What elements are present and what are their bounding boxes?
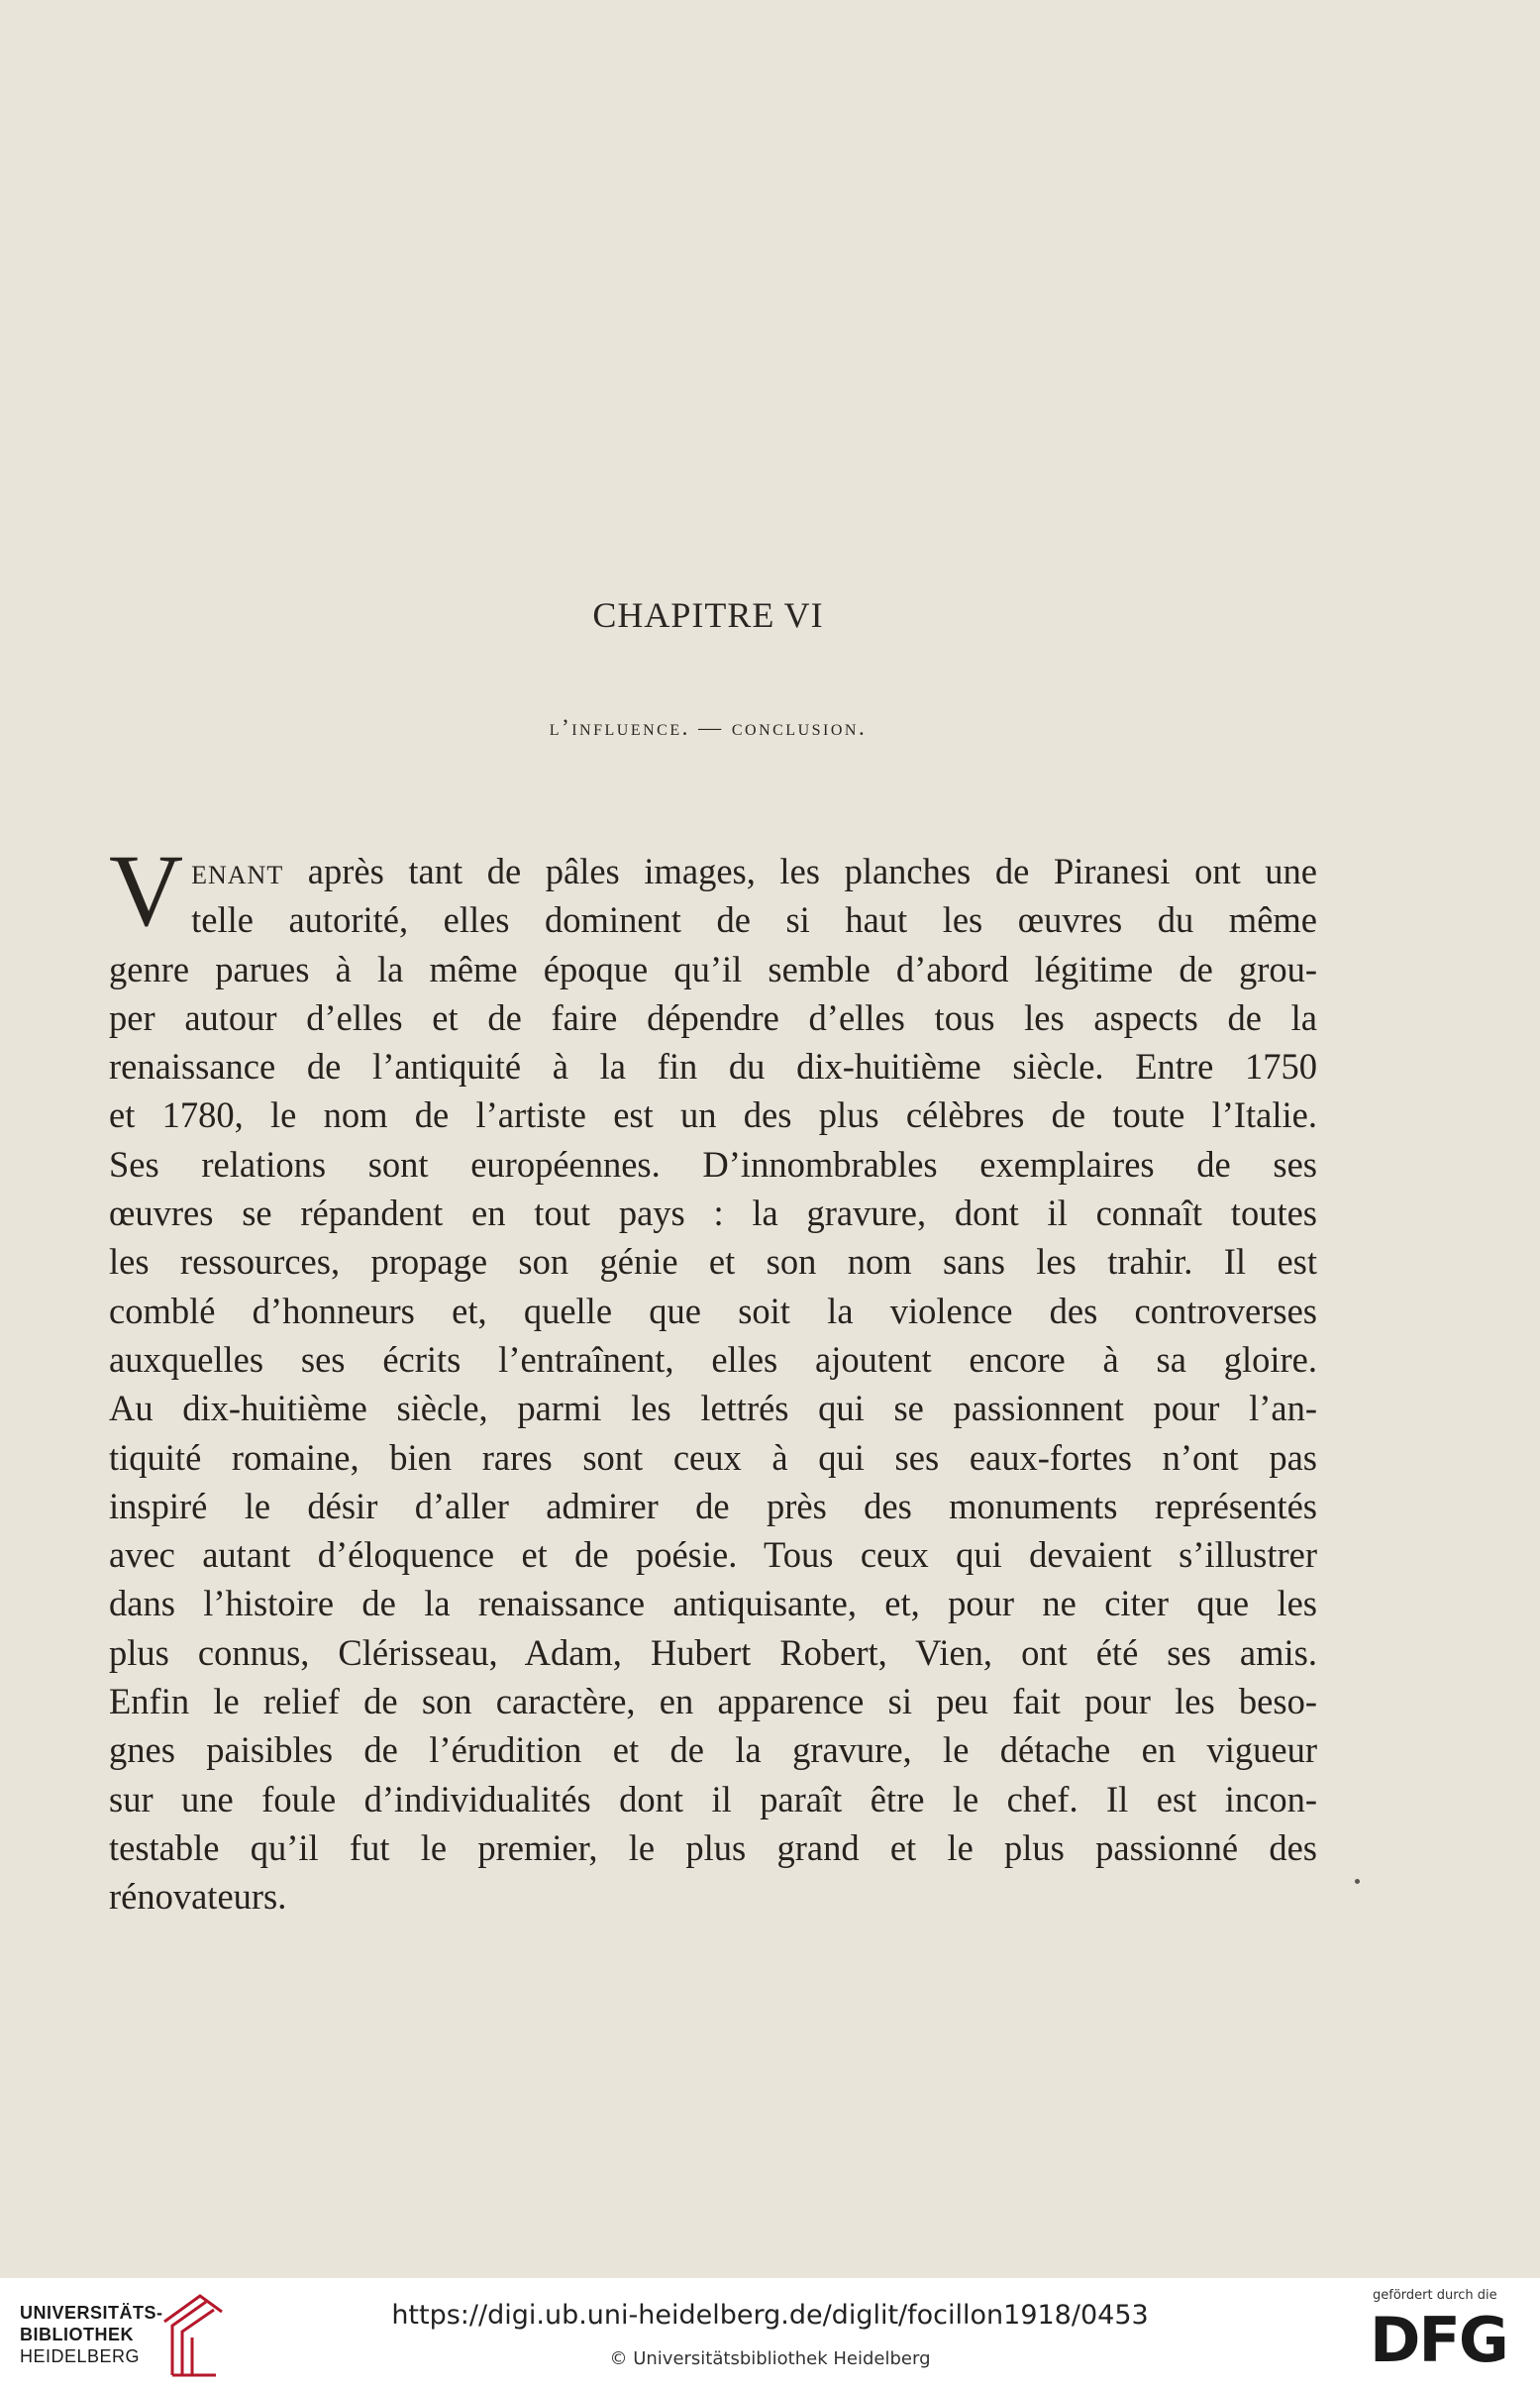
text-line: et 1780, le nom de l’artiste est un des plus célèbres de toute l’Italie. [109, 1094, 1317, 1136]
text-line: sur une foule d’individualités dont il paraît être le chef. Il est incon- [109, 1778, 1317, 1819]
text-line: telle autorité, elles dominent de si haut les œuvres du même [191, 899, 1317, 941]
text-line: Ses relations sont européennes. D’innombrables exemplaires de ses [109, 1143, 1317, 1185]
text-line: inspiré le désir d’aller admirer de près des monuments représentés [109, 1485, 1317, 1526]
drop-cap: V [109, 834, 184, 948]
text-line: tiquité romaine, bien rares sont ceux à qui ses eaux-fortes n’ont pas [109, 1436, 1317, 1478]
text-line: comblé d’honneurs et, quelle que soit la violence des controverses [109, 1290, 1317, 1331]
text-line: renaissance de l’antiquité à la fin du dix-huitième siècle. Entre 1750 [109, 1046, 1317, 1088]
text-line: dans l’histoire de la renaissance antiquisante, et, pour ne citer que les [109, 1583, 1317, 1624]
copyright-text: © Universitätsbibliothek Heidelberg [609, 2348, 931, 2369]
footer-bar [0, 2278, 1540, 2390]
text-line: plus connus, Clérisseau, Adam, Hubert Robert, Vien, ont été ses amis. [109, 1631, 1317, 1673]
chapter-title: CHAPITRE VI [592, 595, 824, 635]
chapter-subtitle: l’influence. — conclusion. [549, 715, 868, 740]
text-line: Au dix-huitième siècle, parmi les lettrés qui se passionnent pour l’an- [109, 1388, 1317, 1429]
permalink-url[interactable]: https://digi.ub.uni-heidelberg.de/diglit/focillon1918/0453 [391, 2300, 1149, 2331]
text-line: per autour d’elles et de faire dépendre d’elles tous les aspects de la [109, 996, 1317, 1038]
ink-speck [1355, 1879, 1360, 1884]
text-line: enant après tant de pâles images, les planches de Piranesi ont une [191, 851, 1317, 891]
text-line: gnes paisibles de l’érudition et de la gravure, le détache en vigueur [109, 1729, 1317, 1771]
dfg-logo: DFG [1370, 2304, 1507, 2376]
text-line: Enfin le relief de son caractère, en apparence si peu fait pour les beso- [109, 1681, 1317, 1722]
text-line: rénovateurs. [109, 1876, 287, 1918]
text-line: œuvres se répandent en tout pays : la gravure, dont il connaît toutes [109, 1193, 1317, 1234]
text-line: auxquelles ses écrits l’entraînent, elles ajoutent encore à sa gloire. [109, 1338, 1317, 1380]
text-line: testable qu’il fut le premier, le plus grand et le plus passionné des [109, 1826, 1317, 1868]
body-paragraph [109, 834, 1317, 1922]
text-line: les ressources, propage son génie et son nom sans les trahir. Il est [109, 1241, 1317, 1283]
first-word: enant [191, 851, 284, 891]
funder-note: gefördert durch die [1373, 2288, 1497, 2303]
text-line: avec autant d’éloquence et de poésie. Tous ceux qui devaient s’illustrer [109, 1534, 1317, 1576]
text-line: genre parues à la même époque qu’il semble d’abord légitime de grou- [109, 948, 1317, 989]
library-logo: UNIVERSITÄTS- BIBLIOTHEK HEIDELBERG [20, 2303, 163, 2366]
